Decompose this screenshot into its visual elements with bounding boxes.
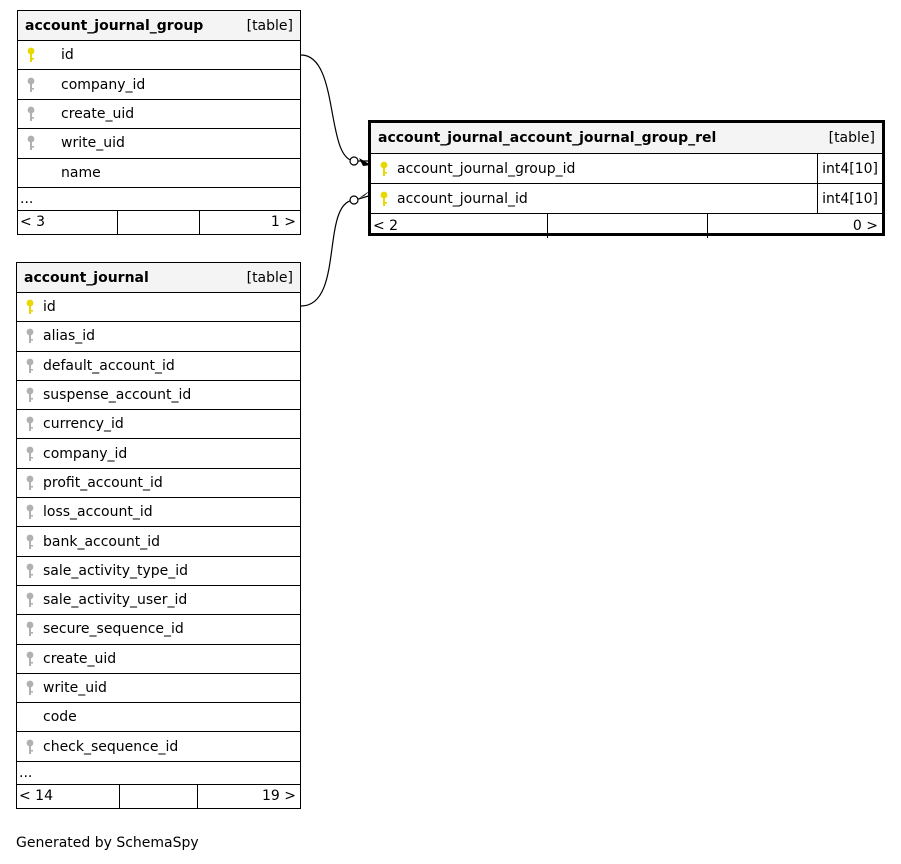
foreign-key-icon: [26, 135, 36, 151]
table-account-journal-group[interactable]: [17, 10, 301, 235]
children-count[interactable]: 1 >: [270, 214, 296, 231]
column-name: account_journal_id: [397, 190, 528, 207]
table-account-journal[interactable]: [16, 262, 301, 809]
table-kind: [table]: [246, 269, 293, 286]
column-name: default_account_id: [43, 357, 175, 374]
footer-spacer: [120, 785, 198, 808]
more-columns: ...: [18, 188, 300, 211]
column-name: account_journal_group_id: [397, 160, 576, 177]
table-name: account_journal: [24, 269, 149, 286]
table-footer: [371, 214, 882, 238]
column-name: check_sequence_id: [43, 738, 179, 755]
column-name: name: [61, 164, 101, 181]
column-name: currency_id: [43, 416, 124, 433]
foreign-key-icon: [25, 534, 35, 550]
foreign-key-icon: [25, 446, 35, 462]
relationship-line-journal: [301, 195, 372, 306]
column-row[interactable]: [17, 557, 300, 586]
column-name: loss_account_id: [43, 504, 153, 521]
foreign-key-icon: [25, 328, 35, 344]
children-count[interactable]: 19 >: [262, 788, 296, 805]
foreign-key-icon: [26, 77, 36, 93]
primary-key-icon: [379, 191, 389, 207]
column-name: suspense_account_id: [43, 387, 192, 404]
table-name: account_journal_group: [25, 17, 204, 34]
column-name: secure_sequence_id: [43, 621, 184, 638]
primary-key-icon: [379, 161, 389, 177]
column-row[interactable]: [17, 293, 300, 322]
column-row[interactable]: [17, 439, 300, 468]
column-row[interactable]: [17, 469, 300, 498]
column-name: id: [43, 299, 56, 316]
column-row[interactable]: [17, 645, 300, 674]
foreign-key-icon: [25, 651, 35, 667]
column-row[interactable]: [17, 322, 300, 351]
column-row[interactable]: [371, 154, 882, 184]
column-row[interactable]: [17, 410, 300, 439]
primary-key-icon: [26, 47, 36, 63]
column-row[interactable]: [17, 674, 300, 703]
children-count[interactable]: 0 >: [852, 218, 878, 234]
column-row[interactable]: [18, 159, 300, 188]
column-row[interactable]: [371, 184, 882, 214]
foreign-key-icon: [25, 475, 35, 491]
column-row[interactable]: [17, 352, 300, 381]
column-name: write_uid: [43, 680, 107, 696]
column-row[interactable]: [18, 70, 300, 99]
more-columns: ...: [17, 762, 300, 785]
column-row[interactable]: [17, 498, 300, 527]
column-name: sale_activity_user_id: [43, 592, 188, 609]
table-account-journal-group-rel[interactable]: [368, 120, 885, 236]
column-row[interactable]: [18, 129, 300, 158]
foreign-key-icon: [25, 563, 35, 579]
column-name: create_uid: [61, 105, 135, 122]
column-name: id: [61, 47, 74, 64]
table-kind: [table]: [246, 17, 293, 34]
column-name: sale_activity_type_id: [43, 562, 189, 579]
column-name: code: [43, 709, 77, 726]
cardinality-circle: [350, 157, 358, 165]
relationship-line-group: [301, 55, 372, 161]
foreign-key-icon: [26, 106, 36, 122]
foreign-key-icon: [25, 739, 35, 755]
generated-by-label: Generated by SchemaSpy: [16, 835, 199, 851]
column-name: company_id: [43, 445, 128, 462]
foreign-key-icon: [25, 621, 35, 637]
table-name: account_journal_account_journal_group_rel: [378, 130, 717, 146]
column-type: int4[10]: [817, 184, 882, 213]
column-row[interactable]: [17, 732, 300, 761]
column-name: create_uid: [43, 650, 117, 667]
column-row[interactable]: [17, 527, 300, 556]
foreign-key-icon: [25, 387, 35, 403]
foreign-key-icon: [25, 680, 35, 696]
column-name: bank_account_id: [43, 533, 160, 550]
column-row[interactable]: [17, 703, 300, 732]
foreign-key-icon: [25, 358, 35, 374]
column-row[interactable]: [18, 41, 300, 70]
column-row[interactable]: [17, 381, 300, 410]
foreign-key-icon: [25, 592, 35, 608]
foreign-key-icon: [25, 504, 35, 520]
footer-spacer: [118, 211, 200, 234]
column-row[interactable]: [17, 586, 300, 615]
primary-key-icon: [25, 299, 35, 315]
table-footer: [18, 211, 300, 234]
table-header[interactable]: [17, 263, 300, 293]
table-footer: [17, 785, 300, 808]
column-name: alias_id: [43, 328, 96, 345]
parents-count[interactable]: < 2: [371, 214, 548, 238]
column-row[interactable]: [18, 100, 300, 129]
parents-count[interactable]: < 14: [17, 785, 120, 808]
column-row[interactable]: [17, 615, 300, 644]
column-name: company_id: [61, 76, 146, 93]
column-type: int4[10]: [817, 154, 882, 183]
column-name: write_uid: [61, 135, 125, 152]
foreign-key-icon: [25, 416, 35, 432]
table-header[interactable]: [18, 11, 300, 41]
table-kind: [table]: [828, 130, 875, 146]
cardinality-circle: [350, 196, 358, 204]
table-header[interactable]: [371, 123, 882, 154]
parents-count[interactable]: < 3: [18, 211, 118, 234]
footer-spacer: [548, 214, 708, 238]
column-name: profit_account_id: [43, 474, 163, 491]
